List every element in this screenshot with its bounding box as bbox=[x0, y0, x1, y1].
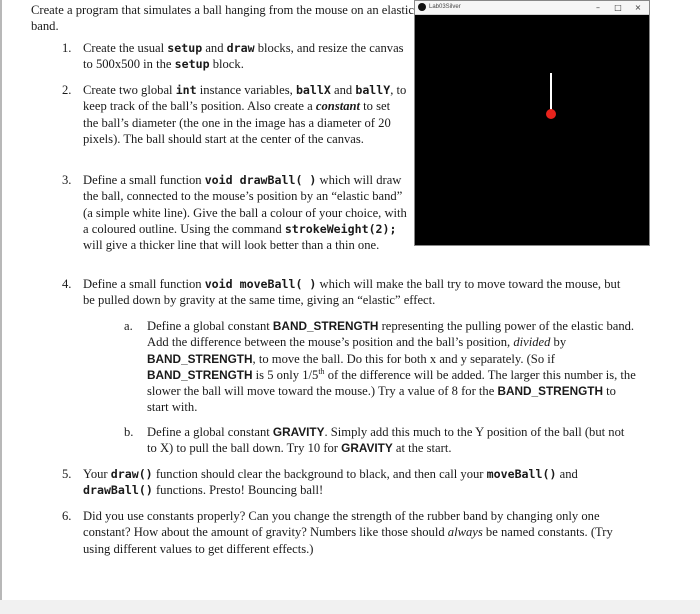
code-term: draw() bbox=[110, 467, 153, 481]
step-number: 4. bbox=[62, 277, 72, 291]
code-term: ballX bbox=[295, 83, 331, 97]
emphasis-term: always bbox=[447, 525, 483, 540]
code-term: setup bbox=[174, 57, 210, 72]
substep-text: Define a global constant BAND_STRENGTH representing the pulling power of the elastic band. Add the difference between the mouse’s position and the ball’s position, divided by BAND_STRENGTH, to move the ball. Do this for both x and y separately. (So if BAND_STRENGTH is 5 only 1/5th of the difference will be added. The larger this number is, the slower the ball will move toward the mouse.) Try a value of 8 for the BAND_STRENGTH to start with. bbox=[147, 319, 636, 415]
step-number: 1. bbox=[62, 41, 72, 55]
constant-name: BAND_STRENGTH bbox=[147, 351, 253, 366]
step-number: 2. bbox=[62, 83, 72, 97]
substep-text: Define a global constant GRAVITY. Simply add this much to the Y position of the ball (but not to X) to pull the ball down. Try 10 for GRAVITY at the start. bbox=[147, 425, 625, 456]
step-text: Create the usual setup and draw blocks, and resize the canvas to 500x500 in the setup block. bbox=[83, 41, 404, 72]
constant-name: BAND_STRENGTH bbox=[497, 384, 603, 399]
code-term: setup bbox=[167, 41, 203, 55]
step-number: 6. bbox=[62, 509, 72, 523]
step-text: Define a small function void drawBall( ) which will draw the ball, connected to the mouse’s position by an “elastic band” (a simple white line). Give the ball a colour of your choice, with a coloured outline. Using the command strokeWeight(2); will give a thicker line that will look better than a thin one. bbox=[83, 173, 407, 253]
code-term: ballY bbox=[355, 83, 391, 97]
emphasis-term: divided bbox=[513, 335, 551, 350]
emphasis-term: constant bbox=[315, 99, 361, 114]
close-button[interactable]: × bbox=[634, 3, 642, 12]
window-title: Lab03Silver bbox=[429, 4, 461, 10]
step-number: 5. bbox=[62, 467, 72, 481]
constant-name: GRAVITY bbox=[272, 425, 325, 439]
substep-letter: a. bbox=[124, 319, 133, 333]
code-term: strokeWeight(2); bbox=[284, 221, 397, 236]
constant-name: BAND_STRENGTH bbox=[147, 367, 253, 382]
step-text: Define a small function void moveBall( ) which will make the ball try to move toward the mouse, but be pulled down by gravity at the same time, giving an “elastic” effect. bbox=[83, 277, 621, 308]
substep-letter: b. bbox=[124, 425, 134, 439]
step-number: 3. bbox=[62, 173, 72, 187]
code-term: drawBall() bbox=[83, 483, 153, 498]
page-bottom-gap bbox=[0, 600, 700, 614]
step-text: Create two global int instance variables, ballX and ballY, to keep track of the ball’s position. Also create a constant to set the ball’s diameter (the one in the image has a diameter of 20 pixels). The ball should start at the center of the canvas. bbox=[83, 83, 407, 146]
code-term: moveBall() bbox=[486, 467, 557, 481]
ball bbox=[546, 109, 556, 119]
superscript: th bbox=[318, 366, 325, 376]
page-left-border bbox=[0, 0, 2, 614]
canvas-background bbox=[415, 15, 649, 245]
code-term: draw bbox=[226, 41, 255, 55]
constant-name: BAND_STRENGTH bbox=[272, 319, 379, 333]
step-text: Did you use constants properly? Can you change the strength of the rubber band by changing only one constant? How about the amount of gravity? Numbers like those should always be named constants. (Try using different values to get different effects.) bbox=[83, 509, 613, 556]
code-term: void moveBall( ) bbox=[204, 277, 317, 291]
sketch-canvas[interactable] bbox=[415, 15, 649, 245]
window-titlebar[interactable] bbox=[415, 1, 649, 15]
maximize-button[interactable]: □ bbox=[614, 3, 622, 12]
sketch-window bbox=[414, 0, 650, 246]
app-icon bbox=[418, 3, 426, 11]
constant-name: GRAVITY bbox=[341, 441, 393, 456]
code-term: void drawBall( ) bbox=[204, 173, 317, 187]
intro-paragraph: Create a program that simulates a ball hanging from the mouse on an elastic band. bbox=[31, 3, 414, 34]
code-term: int bbox=[175, 83, 197, 97]
step-text: Your draw() function should clear the background to black, and then call your moveBall() and drawBall() functions. Presto! Bouncing ball! bbox=[83, 467, 578, 498]
minimize-button[interactable]: – bbox=[596, 3, 600, 12]
